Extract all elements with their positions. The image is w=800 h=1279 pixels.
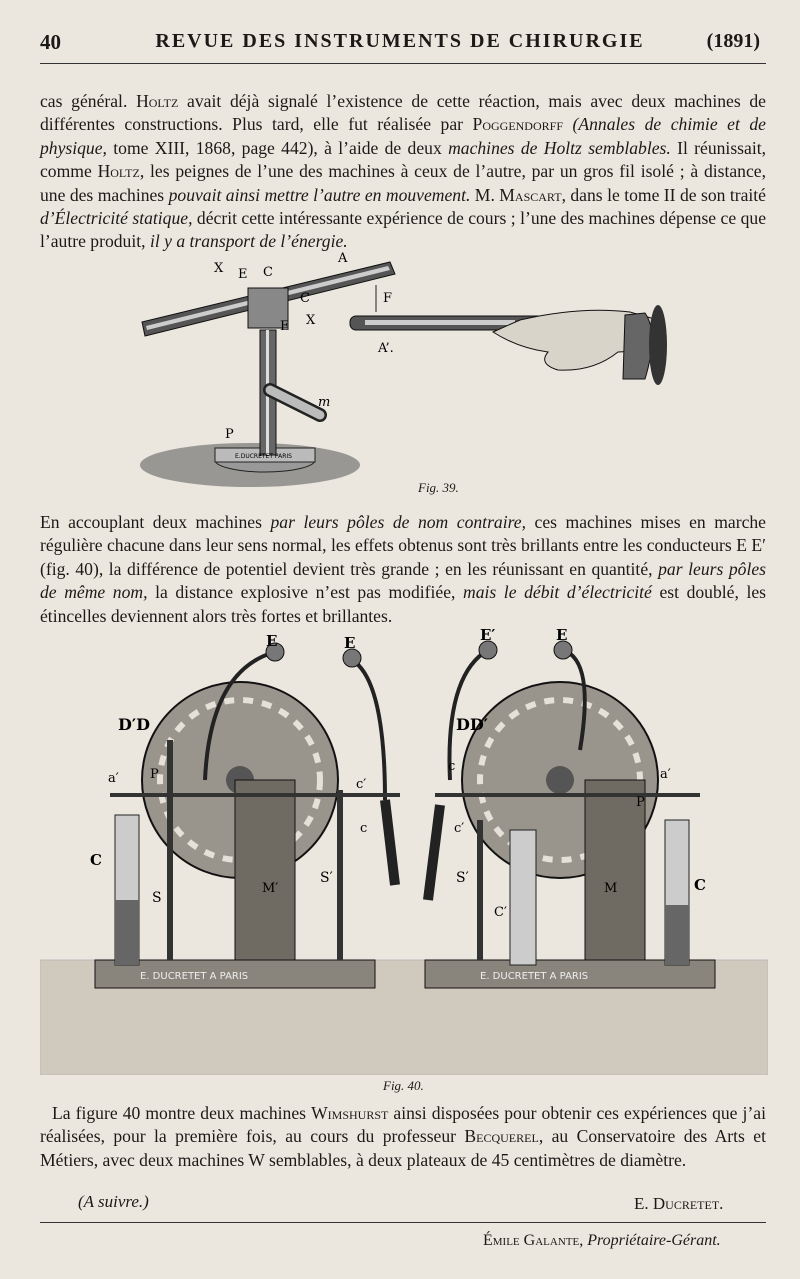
- fig40-label-c3: c′: [356, 777, 367, 792]
- year: (1891): [706, 30, 760, 52]
- text: tome XIII, 1868, page 442), à l’aide de deux: [106, 137, 449, 158]
- fig39-label-a2: A’.: [378, 341, 394, 356]
- emphasis: mais le débit d’électricité: [462, 582, 652, 603]
- fig40-label-e3: E′: [480, 626, 496, 644]
- fig40-label-e4: E: [556, 626, 568, 644]
- fig40-label-c8: c′: [454, 821, 465, 836]
- text: , au Conservatoire des Arts et Métiers, avec deux machines W semblables, à deux plateaux de 45 centimètres de diamètre.: [40, 1126, 766, 1170]
- fig40-label-p1: P: [150, 767, 159, 782]
- text: ces machines mises en marche régulière chacune dans leur sens normal, les effets obtenus sont très brillants entre les conducteurs E E′ (fig. 40), la différence de potentiel devient très grande ; en les réunissant en quantité,: [40, 512, 766, 579]
- emphasis: par leurs pôles de même nom,: [40, 558, 767, 603]
- fig40-label-a2: a′: [660, 767, 671, 782]
- fig40-label-dd1: D′D: [118, 715, 150, 734]
- fig39-base-maker: E.DUCRETET PARIS: [235, 453, 292, 460]
- running-header: [40, 24, 760, 60]
- imprint-role: Propriétaire-Gérant.: [587, 1232, 721, 1249]
- citation: (Annales de chimie et de physique,: [40, 114, 766, 158]
- fig39-label-e2: E: [280, 319, 290, 334]
- paragraph-1: [40, 90, 766, 254]
- text: la distance explosive n’est pas modifiée,: [147, 582, 463, 603]
- fig40-label-c4: c: [360, 821, 368, 836]
- fig39-label-c1: C: [263, 265, 273, 280]
- figure-40-illustration: [40, 620, 768, 1075]
- emphasis: machines de Holtz semblables.: [448, 137, 671, 158]
- text: , les peignes de l’une des machines à ceux de l’autre, par un gros fil isolé ; à distance, une des machines: [40, 161, 766, 205]
- paragraph-2: [40, 511, 766, 628]
- fig40-base-right: E. DUCRETET A PARIS: [480, 971, 589, 982]
- text: En accouplant deux machines: [40, 512, 271, 532]
- fig40-label-e2: E: [344, 634, 356, 652]
- header-rule: [40, 63, 766, 64]
- fig39-label-x2: X: [306, 313, 316, 328]
- fig39-label-c2: C: [300, 291, 310, 306]
- text: ainsi disposées pour obtenir ces expériences que j’ai réalisées, pour la première fois, au cours du professeur: [40, 1103, 767, 1147]
- fig39-label-f: F: [383, 291, 393, 306]
- fig40-label-c5: C′: [494, 905, 507, 920]
- fig40-label-s3: S′: [456, 870, 469, 886]
- text: Il réunissait, comme: [40, 137, 766, 182]
- fig39-label-p: P: [225, 427, 234, 442]
- fig40-label-dd2: DD′: [456, 715, 488, 734]
- to-be-continued: (A suivre.): [78, 1192, 149, 1211]
- footer-rule: [40, 1222, 766, 1223]
- journal-title: REVUE DES INSTRUMENTS DE CHIRURGIE: [155, 30, 645, 52]
- emphasis: par leurs pôles de nom contraire,: [270, 512, 527, 532]
- fig40-caption: Fig. 40.: [383, 1078, 424, 1093]
- figure-39-illustration: [120, 250, 690, 495]
- fig39-label-m: m: [318, 395, 331, 410]
- name-becquerel: Becquerel: [464, 1126, 539, 1147]
- paragraph-3: [40, 1102, 766, 1172]
- emphasis: pouvait ainsi mettre l’autre en mouvement.: [168, 184, 471, 205]
- fig39-label-x1: X: [214, 261, 224, 276]
- fig40-label-c7: c: [448, 759, 456, 774]
- fig39-caption: Fig. 39.: [418, 480, 459, 495]
- fig39-label-e1: E: [238, 267, 248, 282]
- fig40-label-m1: M′: [262, 881, 279, 896]
- text: est doublé, les étincelles deviennent alors très fortes et brillantes.: [40, 582, 766, 626]
- emphasis: d’Électricité statique,: [40, 208, 193, 229]
- name-holtz: Holtz: [136, 91, 179, 111]
- name-wimshurst: Wimshurst: [311, 1103, 389, 1123]
- fig40-label-c-left: C: [90, 851, 102, 869]
- emphasis: il y a transport de l’énergie.: [149, 231, 348, 252]
- imprint-name: Émile Galante,: [483, 1232, 584, 1249]
- text: [563, 114, 573, 134]
- fig40-label-s: S: [152, 890, 162, 906]
- fig39-label-a: A: [338, 251, 348, 266]
- fig40-label-c6: C: [694, 876, 706, 894]
- text: M.: [470, 184, 500, 205]
- fig40-label-m2: M: [604, 881, 618, 896]
- text: cas général.: [40, 91, 137, 111]
- fig40-label-s2: S′: [320, 870, 333, 886]
- fig40-label-a1: a′: [108, 771, 119, 786]
- name-mascart: Mascart: [499, 184, 562, 205]
- fig40-label-p2: P: [636, 795, 645, 810]
- imprint: [483, 1232, 721, 1250]
- fig40-label-e1: E: [266, 632, 278, 650]
- name-holtz: Holtz: [97, 161, 140, 182]
- fig40-base-left: E. DUCRETET A PARIS: [140, 971, 249, 982]
- text: , dans le tome II de son traité: [561, 184, 766, 205]
- text: La figure 40 montre deux machines: [52, 1103, 312, 1123]
- page-number: 40: [40, 30, 61, 54]
- name-poggendorff: Poggendorff: [472, 114, 563, 135]
- text: décrit cette intéressante expérience de cours ; l’une des machines dépense ce que l’autre produit,: [40, 208, 766, 252]
- text: avait déjà signalé l’existence de cette réaction, mais avec deux machines de différentes constructions. Plus tard, elle fut réalisée par: [40, 91, 766, 135]
- author-signature: E. Ducretet.: [634, 1194, 724, 1213]
